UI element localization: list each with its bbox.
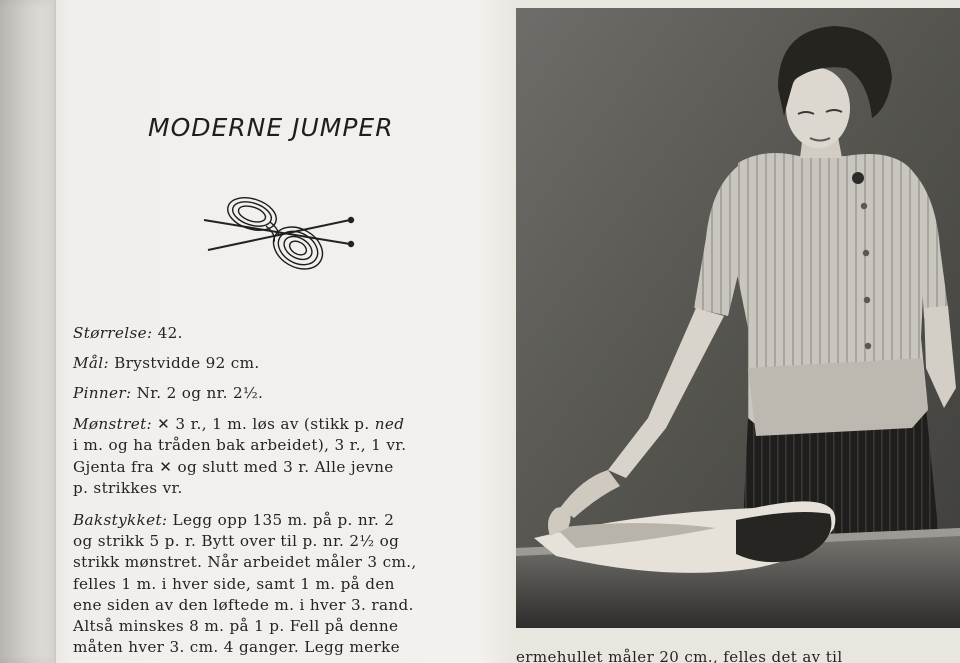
pattern-line-2: i m. og ha tråden bak arbeidet), 3 r., 1 vr. xyxy=(73,436,407,454)
pattern-title: MODERNE JUMPER xyxy=(148,113,394,142)
back-line-3: strikk mønstret. Når arbeidet måler 3 cm., xyxy=(73,553,417,571)
back-line-7: måten hver 3. cm. 4 ganger. Legg merke xyxy=(73,638,400,656)
page-edge-line xyxy=(54,0,56,663)
back-line-2: og strikk 5 p. r. Bytt over til p. nr. 2½ og xyxy=(73,532,400,550)
pattern-line-4: p. strikkes vr. xyxy=(73,479,183,497)
pattern-line-3: Gjenta fra ✕ og slutt med 3 r. Alle jevne xyxy=(73,458,394,476)
pattern-line-1 xyxy=(73,415,404,433)
back-text: Legg opp 135 m. på p. nr. 2 xyxy=(167,511,395,529)
back-label: Bakstykket: xyxy=(73,511,168,529)
yarn-skein-with-knitting-needles-icon xyxy=(200,192,360,282)
pattern-text: ✕ 3 r., 1 m. løs av (stikk p. xyxy=(152,415,375,433)
back-line-4: felles 1 m. i hver side, samt 1 m. på den xyxy=(73,575,395,593)
back-line-6: Altså minskes 8 m. på 1 p. Fell på denne xyxy=(73,617,399,635)
measure-line xyxy=(73,354,260,372)
book-spine-edge xyxy=(0,0,56,663)
needles-line xyxy=(73,384,263,402)
pattern-emphasis: ned xyxy=(374,415,405,433)
photo-illustration xyxy=(516,8,960,628)
needles-value: Nr. 2 og nr. 2½. xyxy=(131,384,264,402)
size-line xyxy=(73,324,183,342)
back-line-5: ene siden av den løftede m. i hver 3. rand. xyxy=(73,596,414,614)
photo-caption-text: ermehullet måler 20 cm., felles det av til xyxy=(516,648,843,663)
needles-label: Pinner: xyxy=(73,384,132,402)
model-photo xyxy=(516,8,960,628)
size-label: Størrelse: xyxy=(73,324,153,342)
pattern-label: Mønstret: xyxy=(73,415,152,433)
back-line-1 xyxy=(73,511,394,529)
size-value: 42. xyxy=(152,324,183,342)
measure-label: Mål: xyxy=(73,354,109,372)
measure-value: Brystvidde 92 cm. xyxy=(108,354,260,372)
